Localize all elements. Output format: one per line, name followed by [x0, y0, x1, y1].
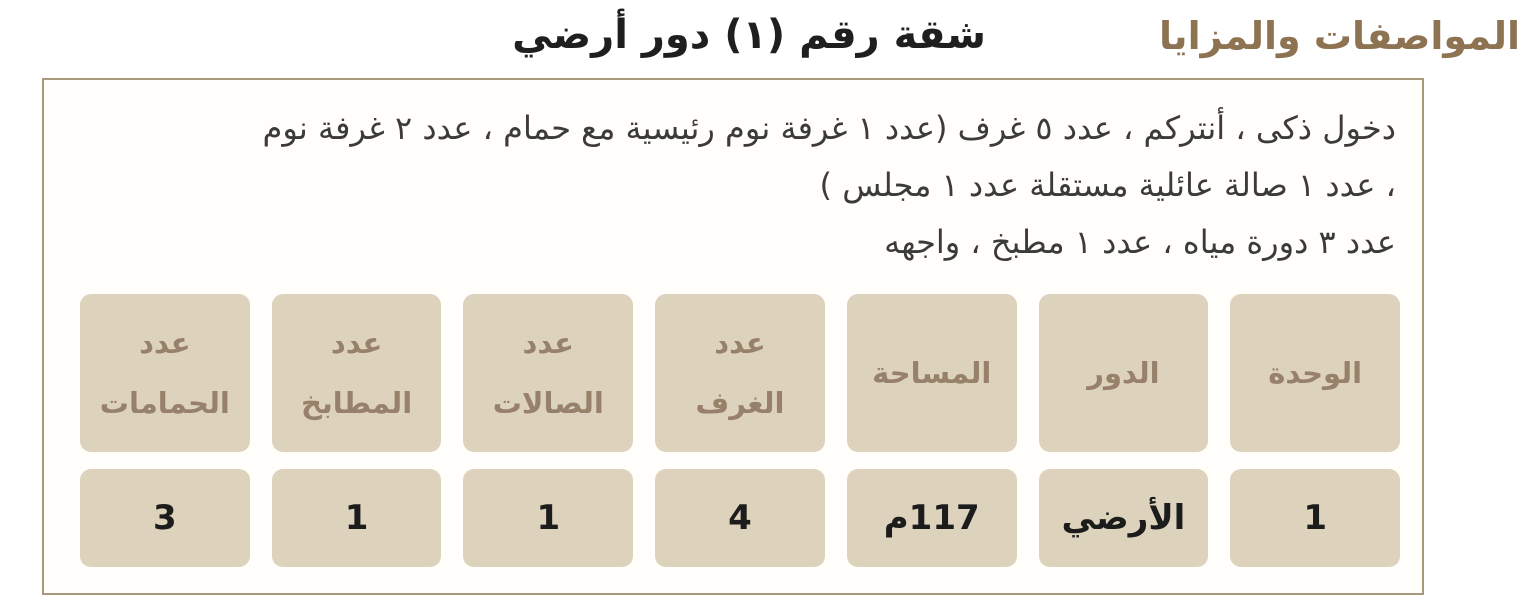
value-cell-area: 117م [847, 469, 1017, 567]
spec-table-value-row [80, 469, 1400, 567]
unit-title: شقة رقم (١) دور أرضي [512, 12, 987, 58]
unit-description [44, 80, 1422, 271]
header-cell-halls-count: عدد الصالات [463, 294, 633, 452]
section-title: المواصفات والمزايا [1159, 14, 1520, 58]
header-cell-rooms-count: عدد الغرف [655, 294, 825, 452]
specifications-box [42, 78, 1424, 595]
header-cell-kitchens-count: عدد المطابخ [272, 294, 442, 452]
description-line: دخول ذكى ، أنتركم ، عدد ٥ غرف (عدد ١ غرفة نوم رئيسية مع حمام ، عدد ٢ غرفة نوم [262, 109, 1396, 147]
value-cell-kitchens-count: 1 [272, 469, 442, 567]
spec-table [80, 294, 1400, 567]
value-cell-unit: 1 [1230, 469, 1400, 567]
spec-table-header-row [80, 294, 1400, 452]
value-cell-halls-count: 1 [463, 469, 633, 567]
description-line: ، عدد ١ صالة عائلية مستقلة عدد ١ مجلس ) [819, 166, 1396, 204]
header-cell-floor: الدور [1039, 294, 1209, 452]
header-cell-unit: الوحدة [1230, 294, 1400, 452]
header-cell-bathrooms-count: عدد الحمامات [80, 294, 250, 452]
value-cell-bathrooms-count: 3 [80, 469, 250, 567]
value-cell-rooms-count: 4 [655, 469, 825, 567]
page-header [0, 0, 1536, 78]
description-line: عدد ٣ دورة مياه ، عدد ١ مطبخ ، واجهه [884, 223, 1396, 261]
value-cell-floor: الأرضي [1039, 469, 1209, 567]
header-cell-area: المساحة [847, 294, 1017, 452]
